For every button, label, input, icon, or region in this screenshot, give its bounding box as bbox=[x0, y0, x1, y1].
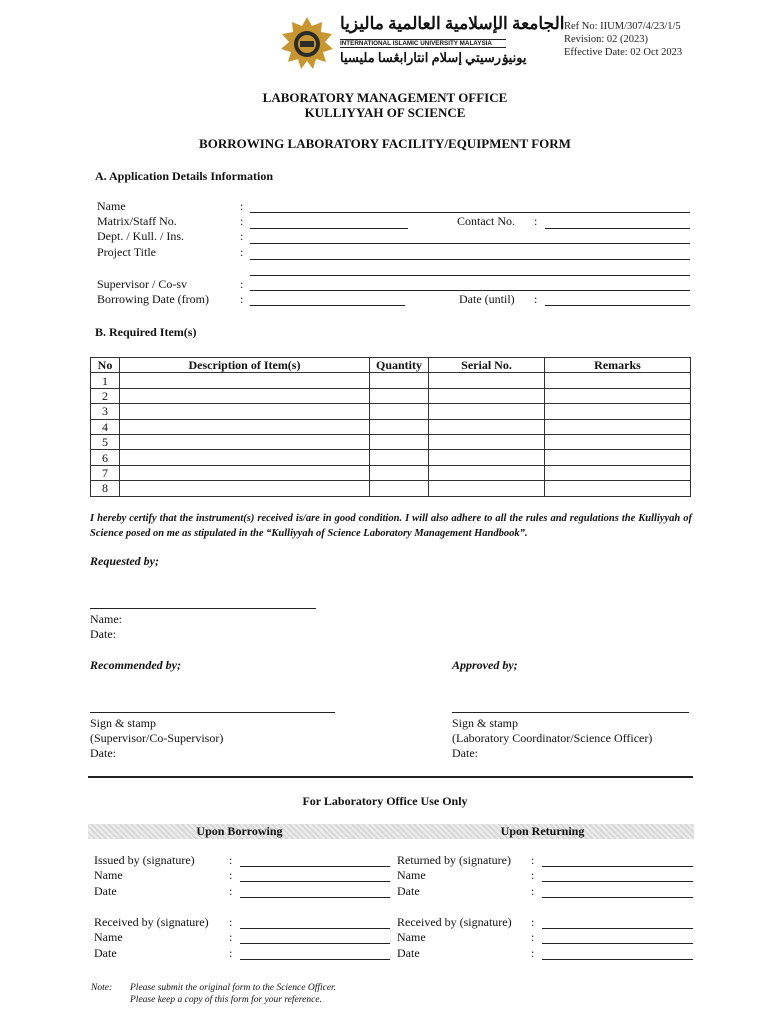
serial-cell[interactable] bbox=[429, 419, 545, 434]
logo-english: INTERNATIONAL ISLAMIC UNIVERSITY MALAYSIA bbox=[340, 39, 506, 48]
description-cell[interactable] bbox=[120, 450, 370, 465]
return-received-by-label: Received by (signature) bbox=[397, 915, 512, 929]
requested-signature-line[interactable] bbox=[90, 608, 316, 609]
issued-date-label: Date bbox=[94, 884, 117, 898]
row-number: 1 bbox=[91, 373, 120, 388]
kulliyyah-title: KULLIYYAH OF SCIENCE bbox=[304, 105, 466, 120]
contact-field[interactable] bbox=[545, 228, 690, 229]
recommended-by-title: Recommended by; bbox=[90, 658, 181, 672]
issued-name-field[interactable] bbox=[240, 881, 390, 882]
project-field-line-1[interactable] bbox=[250, 259, 690, 260]
note-line-1: Please submit the original form to the Science Officer. bbox=[130, 983, 337, 993]
remarks-cell[interactable] bbox=[545, 373, 691, 388]
recommended-date-label: Date: bbox=[90, 746, 116, 760]
col-header-quantity: Quantity bbox=[370, 358, 429, 373]
colon: : bbox=[531, 930, 535, 944]
matrix-field[interactable] bbox=[250, 228, 408, 229]
requested-by-title: Requested by; bbox=[90, 554, 159, 568]
approved-sign-label: Sign & stamp bbox=[452, 716, 519, 730]
dept-field[interactable] bbox=[250, 243, 690, 244]
description-cell[interactable] bbox=[120, 465, 370, 480]
description-cell[interactable] bbox=[120, 373, 370, 388]
requested-name-label: Name: bbox=[90, 612, 122, 626]
quantity-cell[interactable] bbox=[370, 465, 429, 480]
description-cell[interactable] bbox=[120, 481, 370, 496]
col-header-description: Description of Item(s) bbox=[120, 358, 370, 373]
recommended-signature-line[interactable] bbox=[90, 712, 335, 713]
remarks-cell[interactable] bbox=[545, 404, 691, 419]
colon: : bbox=[531, 884, 535, 898]
description-cell[interactable] bbox=[120, 404, 370, 419]
section-divider bbox=[88, 776, 693, 778]
quantity-cell[interactable] bbox=[370, 434, 429, 449]
colon: : bbox=[531, 915, 535, 929]
quantity-cell[interactable] bbox=[370, 373, 429, 388]
upon-returning-heading: Upon Returning bbox=[500, 824, 585, 838]
return-received-date-label: Date bbox=[397, 946, 420, 960]
upon-borrowing-heading: Upon Borrowing bbox=[196, 824, 283, 838]
serial-cell[interactable] bbox=[429, 404, 545, 419]
colon: : bbox=[240, 292, 244, 306]
project-label: Project Title bbox=[97, 245, 157, 259]
name-field[interactable] bbox=[250, 212, 690, 213]
table-row bbox=[91, 450, 691, 465]
colon: : bbox=[229, 853, 233, 867]
quantity-cell[interactable] bbox=[370, 404, 429, 419]
borrow-from-field[interactable] bbox=[250, 305, 405, 306]
supervisor-field[interactable] bbox=[250, 290, 690, 291]
colon: : bbox=[534, 292, 538, 306]
iium-logo bbox=[278, 14, 565, 74]
returned-by-label: Returned by (signature) bbox=[397, 853, 511, 867]
serial-cell[interactable] bbox=[429, 465, 545, 480]
issued-by-label: Issued by (signature) bbox=[94, 853, 195, 867]
remarks-cell[interactable] bbox=[545, 450, 691, 465]
received-by-field[interactable] bbox=[240, 928, 390, 929]
table-row bbox=[91, 465, 691, 480]
colon: : bbox=[531, 853, 535, 867]
return-received-date-field[interactable] bbox=[542, 959, 693, 960]
row-number: 8 bbox=[91, 481, 120, 496]
note-line-2: Please keep a copy of this form for your reference. bbox=[130, 995, 322, 1005]
colon: : bbox=[229, 930, 233, 944]
remarks-cell[interactable] bbox=[545, 419, 691, 434]
colon: : bbox=[229, 946, 233, 960]
section-b-title: B. Required Item(s) bbox=[95, 325, 197, 339]
return-received-by-field[interactable] bbox=[542, 928, 693, 929]
row-number: 6 bbox=[91, 450, 120, 465]
table-row bbox=[91, 481, 691, 496]
received-name-label: Name bbox=[94, 930, 123, 944]
revision: Revision: 02 (2023) bbox=[564, 34, 648, 45]
colon: : bbox=[229, 884, 233, 898]
colon: : bbox=[531, 868, 535, 882]
colon: : bbox=[229, 915, 233, 929]
quantity-cell[interactable] bbox=[370, 388, 429, 403]
recommended-sign-label: Sign & stamp bbox=[90, 716, 157, 730]
serial-cell[interactable] bbox=[429, 450, 545, 465]
table-row bbox=[91, 373, 691, 388]
ref-no: Ref No: IIUM/307/4/23/1/5 bbox=[564, 21, 681, 32]
colon: : bbox=[240, 229, 244, 243]
received-by-label: Received by (signature) bbox=[94, 915, 209, 929]
remarks-cell[interactable] bbox=[545, 434, 691, 449]
serial-cell[interactable] bbox=[429, 373, 545, 388]
table-row bbox=[91, 434, 691, 449]
office-use-title: For Laboratory Office Use Only bbox=[302, 794, 468, 808]
remarks-cell[interactable] bbox=[545, 388, 691, 403]
serial-cell[interactable] bbox=[429, 388, 545, 403]
received-date-field[interactable] bbox=[240, 959, 390, 960]
colon: : bbox=[534, 214, 538, 228]
recommended-role: (Supervisor/Co-Supervisor) bbox=[90, 731, 224, 745]
received-date-label: Date bbox=[94, 946, 117, 960]
colon: : bbox=[240, 199, 244, 213]
dept-label: Dept. / Kull. / Ins. bbox=[97, 229, 184, 243]
colon: : bbox=[229, 868, 233, 882]
issued-by-field[interactable] bbox=[240, 866, 390, 867]
row-number: 2 bbox=[91, 388, 120, 403]
matrix-label: Matrix/Staff No. bbox=[97, 214, 177, 228]
quantity-cell[interactable] bbox=[370, 419, 429, 434]
items-table bbox=[90, 357, 691, 497]
name-label: Name bbox=[97, 199, 126, 213]
approved-role: (Laboratory Coordinator/Science Officer) bbox=[452, 731, 653, 745]
remarks-cell[interactable] bbox=[545, 465, 691, 480]
supervisor-label: Supervisor / Co-sv bbox=[97, 277, 187, 291]
serial-cell[interactable] bbox=[429, 481, 545, 496]
table-row bbox=[91, 404, 691, 419]
project-field-line-2[interactable] bbox=[250, 275, 690, 276]
issued-date-field[interactable] bbox=[240, 897, 390, 898]
col-header-remarks: Remarks bbox=[545, 358, 691, 373]
remarks-cell[interactable] bbox=[545, 481, 691, 496]
table-row bbox=[91, 419, 691, 434]
certify-statement: I hereby certify that the instrument(s) received is/are in good condition. I will also adhere to all the rules and regulations the Kulliyyah of Science posed on me as stipulated in the “Kulliyyah of Science Laboratory Management Handbook”. bbox=[90, 513, 692, 539]
returned-date-label: Date bbox=[397, 884, 420, 898]
returned-date-field[interactable] bbox=[542, 897, 693, 898]
date-until-field[interactable] bbox=[545, 305, 690, 306]
description-cell[interactable] bbox=[120, 434, 370, 449]
logo-arabic-bottom: يونيۏرسيتي إسلام انتارابڠسا مليسيا bbox=[340, 50, 527, 65]
effective-date: Effective Date: 02 Oct 2023 bbox=[564, 47, 683, 58]
note-label: Note: bbox=[91, 983, 113, 993]
returned-by-field[interactable] bbox=[542, 866, 693, 867]
returned-name-field[interactable] bbox=[542, 881, 693, 882]
section-a-title: A. Application Details Information bbox=[95, 169, 274, 183]
serial-cell[interactable] bbox=[429, 434, 545, 449]
returned-name-label: Name bbox=[397, 868, 426, 882]
row-number: 7 bbox=[91, 465, 120, 480]
quantity-cell[interactable] bbox=[370, 481, 429, 496]
issued-name-label: Name bbox=[94, 868, 123, 882]
items-table-header bbox=[91, 358, 691, 373]
office-title: LABORATORY MANAGEMENT OFFICE bbox=[262, 90, 508, 105]
table-row bbox=[91, 388, 691, 403]
approved-by-title: Approved by; bbox=[452, 658, 518, 672]
col-header-no: No bbox=[91, 358, 120, 373]
return-received-name-label: Name bbox=[397, 930, 426, 944]
row-number: 3 bbox=[91, 404, 120, 419]
row-number: 4 bbox=[91, 419, 120, 434]
document-meta bbox=[564, 20, 682, 59]
colon: : bbox=[240, 214, 244, 228]
return-received-name-field[interactable] bbox=[542, 943, 693, 944]
requested-date-label: Date: bbox=[90, 627, 116, 641]
colon: : bbox=[240, 245, 244, 259]
contact-label: Contact No. bbox=[457, 214, 515, 228]
description-cell[interactable] bbox=[120, 388, 370, 403]
row-number: 5 bbox=[91, 434, 120, 449]
borrow-from-label: Borrowing Date (from) bbox=[97, 292, 209, 306]
col-header-serial: Serial No. bbox=[429, 358, 545, 373]
logo-arabic-top: الجامعة الإسلامية العالمية ماليزيا bbox=[340, 14, 565, 33]
date-until-label: Date (until) bbox=[459, 292, 515, 306]
form-title: BORROWING LABORATORY FACILITY/EQUIPMENT FORM bbox=[199, 136, 571, 151]
colon: : bbox=[531, 946, 535, 960]
approved-date-label: Date: bbox=[452, 746, 478, 760]
description-cell[interactable] bbox=[120, 419, 370, 434]
quantity-cell[interactable] bbox=[370, 450, 429, 465]
colon: : bbox=[240, 277, 244, 291]
iium-emblem-icon bbox=[278, 16, 336, 72]
approved-signature-line[interactable] bbox=[452, 712, 689, 713]
received-name-field[interactable] bbox=[240, 943, 390, 944]
